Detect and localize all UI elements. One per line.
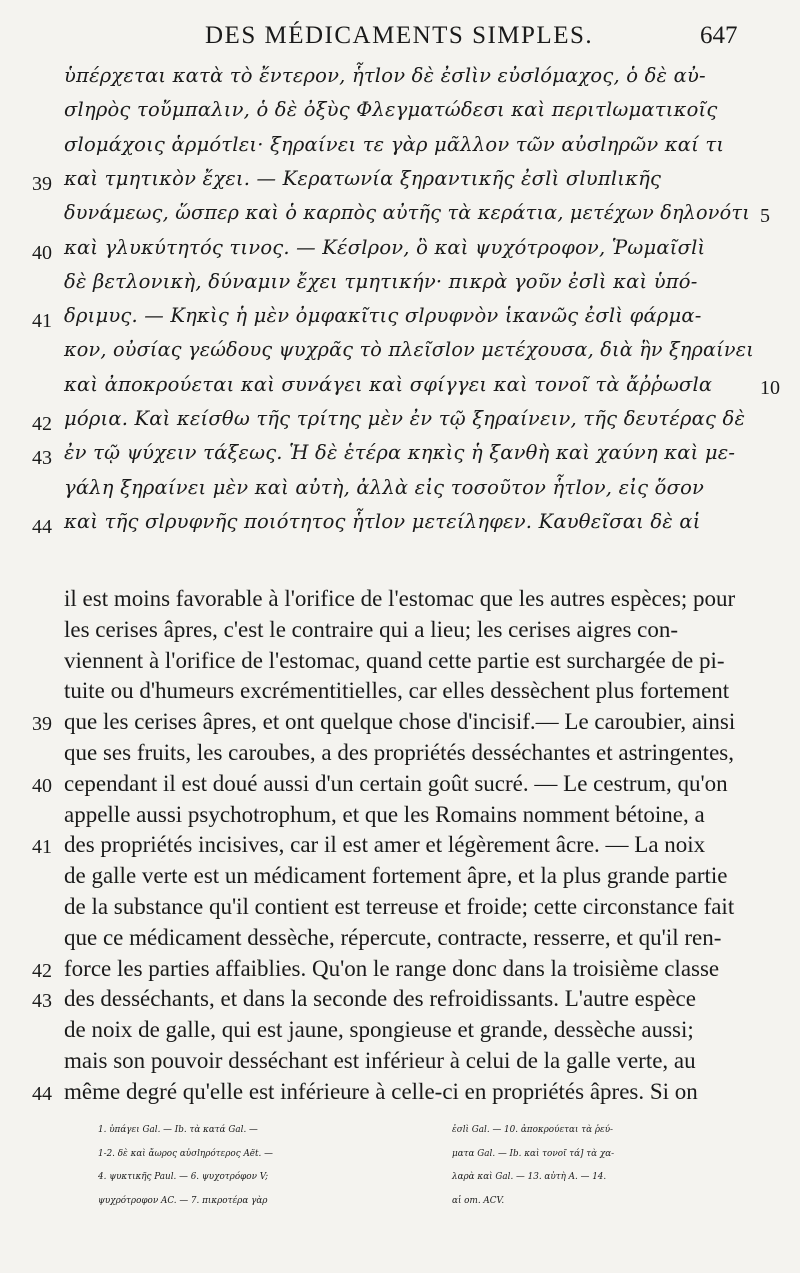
footnotes — [0, 1125, 800, 1255]
line-number: 41 — [32, 836, 52, 859]
french-line-text: que ce médicament dessèche, répercute, contracte, resserre, et qu'il ren- — [64, 924, 722, 950]
greek-line — [0, 304, 800, 338]
greek-line-text: ἐν τῷ ψύχειν τάξεως. Ἡ δὲ ἑτέρα κηκὶς ἡ ξανθὴ καὶ χαύνη καὶ με- — [64, 441, 736, 465]
greek-line — [0, 133, 800, 167]
french-line — [0, 1079, 800, 1110]
french-line-text: que les cerises âpres, et ont quelque chose d'incisif.— Le caroubier, ainsi — [64, 709, 736, 735]
french-line — [0, 678, 800, 709]
page-title: DES MÉDICAMENTS SIMPLES. — [205, 22, 594, 49]
footnote-line: ματα Gal. — Ib. καὶ τονοῖ τά] τὰ χα- — [452, 1148, 615, 1159]
footnotes-right-column — [452, 1125, 772, 1219]
greek-line-text: καὶ ἀποκρούεται καὶ συνάγει καὶ σφίγγει καὶ τονοῖ τὰ ἄῤῥωσlα — [64, 372, 713, 396]
line-number: 41 — [32, 310, 52, 333]
french-line — [0, 925, 800, 956]
line-number: 43 — [32, 447, 52, 470]
greek-line — [0, 167, 800, 201]
footnotes-left-column — [98, 1125, 418, 1219]
french-line — [0, 1017, 800, 1048]
greek-line-text: κον, οὐσίας γεώδους ψυχρᾶς τὸ πλεῖσlον μετέχουσα, διὰ ἣν ξηραίνει — [64, 338, 754, 362]
french-line — [0, 1048, 800, 1079]
french-line — [0, 740, 800, 771]
page-number: 647 — [700, 22, 738, 49]
greek-line — [0, 98, 800, 132]
french-line-text: cependant il est doué aussi d'un certain goût sucré. — Le cestrum, qu'on — [64, 770, 728, 796]
greek-line-text: δριμυς. — Κηκὶς ἡ μὲν ὀμφακῖτις σlρυφνὸν ἱκανῶς ἐσlὶ φάρμα- — [64, 304, 702, 328]
greek-line — [0, 64, 800, 98]
french-line — [0, 709, 800, 740]
greek-line-text: σlομάχοις ἁρμότlει· ξηραίνει τε γὰρ μᾶλλον τῶν αὐσlηρῶν καί τι — [64, 132, 725, 156]
greek-line — [0, 338, 800, 372]
french-line-text: force les parties affaiblies. Qu'on le range donc dans la troisième classe — [64, 955, 720, 981]
greek-line — [0, 201, 800, 235]
line-number: 42 — [32, 413, 52, 435]
line-number: 40 — [32, 241, 52, 264]
footnote-line: 1-2. δὲ καὶ ἄωρος αὐσlηρότερος Aët. — — [98, 1148, 273, 1159]
greek-line — [0, 373, 800, 407]
greek-line-text: μόρια. Καὶ κείσθω τῆς τρίτης μὲν ἐν τῷ ξηραίνειν, τῆς δευτέρας δὲ — [64, 407, 746, 430]
greek-line — [0, 510, 800, 544]
french-line — [0, 802, 800, 833]
french-line — [0, 617, 800, 648]
line-number: 39 — [32, 713, 52, 736]
french-line — [0, 986, 800, 1017]
line-number: 42 — [32, 959, 52, 982]
french-line-text: des propriétés incisives, car il est amer et légèrement âcre. — La noix — [64, 832, 706, 858]
margin-line-number: 5 — [760, 205, 770, 228]
french-line — [0, 894, 800, 925]
greek-line — [0, 236, 800, 270]
greek-line-text: ὑπέρχεται κατὰ τὸ ἔντερον, ἧτlον δὲ ἐσlὶν εὐσlόμαχος, ὁ δὲ αὐ- — [64, 64, 706, 87]
greek-line-text: καὶ τμητικὸν ἔχει. — Κερατωνία ξηραντικῆς ἐσlὶ σlυπlικῆς — [64, 166, 662, 190]
french-line-text: tuite ou d'humeurs excrémentitielles, car elles dessèchent plus fortement — [64, 678, 730, 704]
french-line-text: même degré qu'elle est inférieure à celle-ci en propriétés âpres. Si on — [64, 1078, 698, 1104]
footnote-line: 1. ὑπάγει Gal. — Ib. τὰ κατά Gal. — — [98, 1125, 258, 1135]
greek-line-text: σlηρὸς τοὔμπαλιν, ὁ δὲ ὀξὺς Φλεγματώδεσι καὶ περιτlωματικοῖς — [64, 98, 718, 122]
french-line-text: de noix de galle, qui est jaune, spongieuse et grande, dessèche aussi; — [64, 1017, 694, 1043]
line-number: 43 — [32, 990, 52, 1013]
french-line-text: viennent à l'orifice de l'estomac, quand cette partie est surchargée de pi- — [64, 647, 725, 673]
line-number: 44 — [32, 1082, 52, 1105]
french-line-text: il est moins favorable à l'orifice de l'estomac que les autres espèces; pour — [64, 586, 736, 611]
greek-line-text: δὲ βετλονικὴ, δύναμιν ἔχει τμητικήν· πικρὰ γοῦν ἐσlὶ καὶ ὑπό- — [64, 269, 698, 293]
french-line — [0, 956, 800, 987]
greek-line — [0, 476, 800, 510]
french-line-text: les cerises âpres, c'est le contraire qui a lieu; les cerises aigres con- — [64, 616, 679, 642]
footnote-line: ἐσlὶ Gal. — 10. ἀποκρούεται τὰ ῥεύ- — [452, 1125, 614, 1135]
greek-line-text: γάλη ξηραίνει μὲν καὶ αὐτὴ, ἀλλὰ εἰς τοσοῦτον ἧτlον, εἰς ὅσον — [64, 475, 705, 499]
french-line-text: que ses fruits, les caroubes, a des propriétés desséchantes et astringentes, — [64, 740, 734, 765]
french-line-text: appelle aussi psychotrophum, et que les Romains nomment bétoine, a — [64, 801, 705, 827]
running-header — [0, 22, 800, 56]
line-number: 44 — [32, 515, 52, 538]
footnote-line: λαρὰ καὶ Gal. — 13. αὐτὴ A. — 14. — [452, 1172, 607, 1182]
french-line-text: de galle verte est un médicament fortement âpre, et la plus grande partie — [64, 863, 728, 889]
french-line-text: des desséchants, et dans la seconde des refroidissants. L'autre espèce — [64, 986, 696, 1012]
french-line — [0, 771, 800, 802]
greek-line — [0, 407, 800, 441]
footnote-line: αἱ om. ACV. — [452, 1195, 505, 1206]
greek-line — [0, 270, 800, 304]
footnote-line: ψυχρότροφον AC. — 7. πικροτέρα γὰρ — [98, 1195, 268, 1206]
line-number: 40 — [32, 774, 52, 797]
footnote-line: 4. ψυκτικῆς Paul. — 6. ψυχοτρόφον V; — [98, 1172, 269, 1182]
french-line — [0, 832, 800, 863]
greek-line-text: καὶ γλυκύτητός τινος. — Κέσlρον, ὃ καὶ ψυχότροφον, Ῥωμαῖσlὶ — [64, 235, 706, 259]
greek-line — [0, 441, 800, 475]
greek-line-text: δυνάμεως, ὥσπερ καὶ ὁ καρπὸς αὐτῆς τὰ κεράτια, μετέχων δηλονότι — [64, 201, 750, 225]
french-line — [0, 863, 800, 894]
french-line — [0, 586, 800, 617]
margin-line-number: 10 — [760, 376, 780, 399]
french-line-text: de la substance qu'il contient est terreuse et froide; cette circonstance fait — [64, 894, 735, 919]
french-line-text: mais son pouvoir desséchant est inférieur à celui de la galle verte, au — [64, 1048, 696, 1073]
french-line — [0, 648, 800, 679]
line-number: 39 — [32, 172, 52, 195]
greek-line-text: καὶ τῆς σlρυφνῆς ποιότητος ἧτlον μετείληφεν. Καυθεῖσαι δὲ αἱ — [64, 509, 701, 533]
